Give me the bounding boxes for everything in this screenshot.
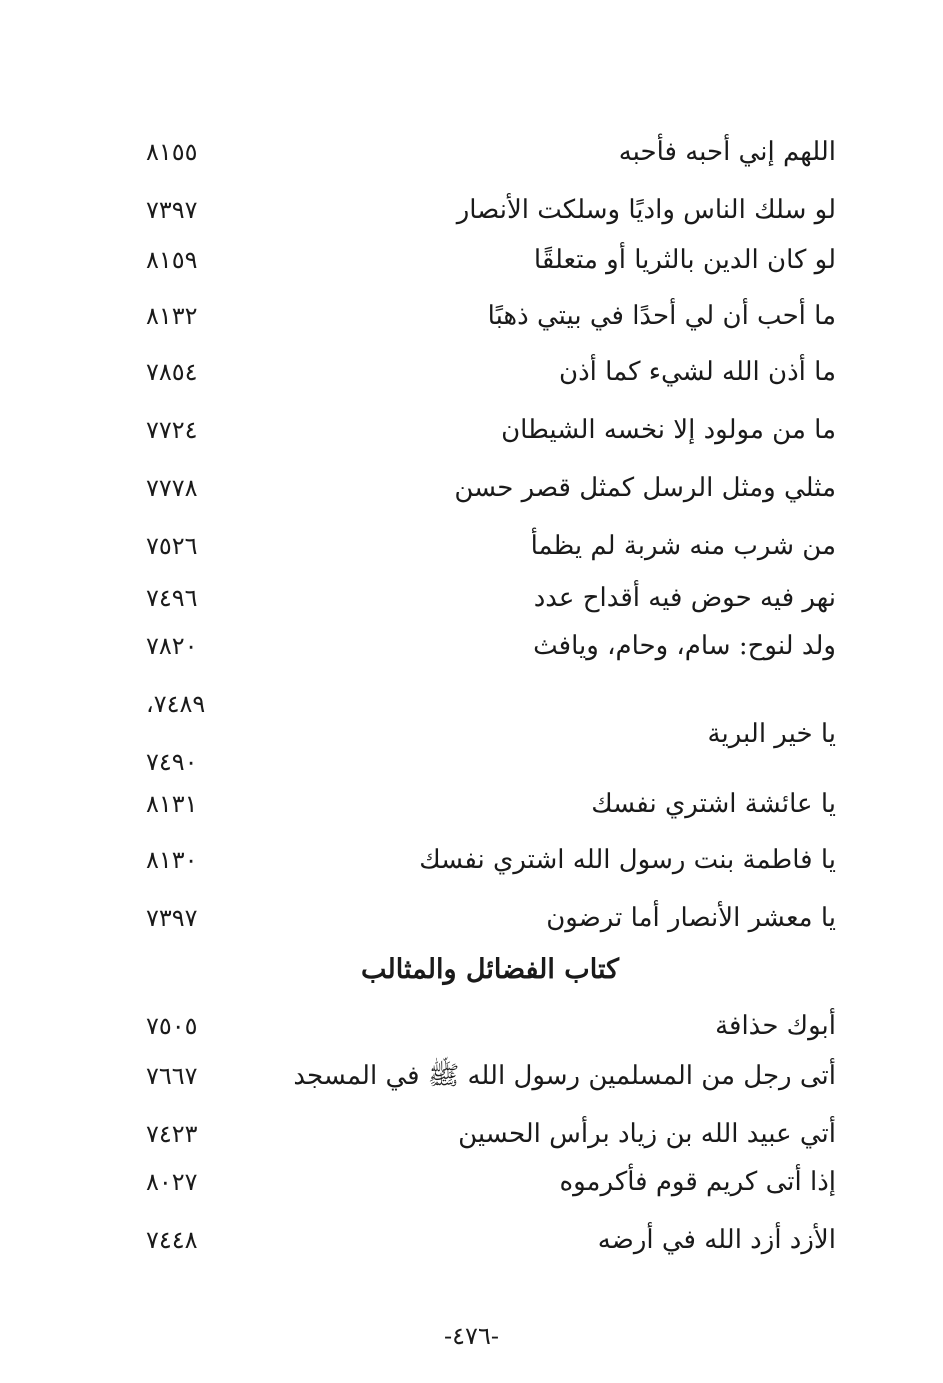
entry-text: يا معشر الأنصار أما ترضون	[546, 903, 836, 933]
index-entry	[140, 352, 840, 392]
index-entry	[140, 410, 840, 450]
page-number: -٤٧٦-	[444, 1322, 499, 1350]
entry-number: ٧٦٦٧	[146, 1062, 198, 1090]
entry-text: أتى رجل من المسلمين رسول الله ﷺ في المسجد	[293, 1061, 836, 1091]
index-entry-multi-ref	[140, 684, 840, 784]
index-entry	[140, 526, 840, 566]
section-heading: كتاب الفضائل والمثالب	[361, 954, 619, 985]
index-entry	[140, 1114, 840, 1154]
entry-number: ٨١٥٥	[146, 138, 198, 166]
entry-text: إذا أتى كريم قوم فأكرموه	[559, 1167, 836, 1197]
index-entry	[140, 578, 840, 618]
entry-text: أتي عبيد الله بن زياد برأس الحسين	[458, 1119, 836, 1149]
entry-text: يا عائشة اشتري نفسك	[591, 789, 836, 819]
index-entry	[140, 898, 840, 938]
entry-number: ٧٨٥٤	[146, 358, 198, 386]
entry-number: ٨٠٢٧	[146, 1168, 198, 1196]
entry-text: ما أذن الله لشيء كما أذن	[559, 357, 836, 387]
entry-number: ٧٣٩٧	[146, 196, 198, 224]
entry-text: لو سلك الناس واديًا وسلكت الأنصار	[456, 195, 836, 225]
entry-number: ٧٤٩٠	[146, 748, 198, 776]
entry-number: ٨١٣١	[146, 790, 198, 818]
entry-text: ولد لنوح: سام، وحام، ويافث	[533, 631, 836, 661]
entry-number: ٧٥٠٥	[146, 1012, 198, 1040]
index-entry	[140, 840, 840, 880]
entry-text: ما من مولود إلا نخسه الشيطان	[501, 415, 836, 445]
entry-number: ٧٤٤٨	[146, 1226, 198, 1254]
entry-text: نهر فيه حوض فيه أقداح عدد	[533, 583, 836, 613]
entry-number: ٧٤٩٦	[146, 584, 198, 612]
entry-number: ٨١٣٠	[146, 846, 198, 874]
entry-number: ٧٣٩٧	[146, 904, 198, 932]
entry-text: من شرب منه شربة لم يظمأ	[530, 531, 836, 561]
index-entry	[140, 626, 840, 666]
index-entry	[140, 132, 840, 172]
entry-text: مثلي ومثل الرسل كمثل قصر حسن	[454, 473, 836, 503]
index-entry	[140, 784, 840, 824]
entry-text: يا خير البرية	[707, 719, 836, 749]
index-entry	[140, 1006, 840, 1046]
index-entry	[140, 190, 840, 230]
index-entry	[140, 1162, 840, 1202]
entry-number: ٧٥٢٦	[146, 532, 198, 560]
index-entry	[140, 296, 840, 336]
entry-number: ٨١٣٢	[146, 302, 198, 330]
entry-text: لو كان الدين بالثريا أو متعلقًا	[533, 245, 836, 275]
index-entry	[140, 1220, 840, 1260]
entry-text: يا فاطمة بنت رسول الله اشتري نفسك	[419, 845, 836, 875]
entry-text: أبوك حذافة	[715, 1011, 836, 1041]
entry-number: ٧٤٨٩،	[146, 690, 206, 718]
entry-number: ٧٨٢٠	[146, 632, 198, 660]
entry-number: ٧٧٧٨	[146, 474, 198, 502]
index-entry	[140, 468, 840, 508]
entry-number: ٧٤٢٣	[146, 1120, 198, 1148]
index-entry	[140, 240, 840, 280]
entry-number: ٨١٥٩	[146, 246, 198, 274]
entry-text: الأزد أزد الله في أرضه	[597, 1225, 836, 1255]
entry-number: ٧٧٢٤	[146, 416, 198, 444]
index-entry	[140, 1056, 840, 1096]
entry-text: ما أحب أن لي أحدًا في بيتي ذهبًا	[487, 301, 836, 331]
entry-text: اللهم إني أحبه فأحبه	[618, 137, 836, 167]
